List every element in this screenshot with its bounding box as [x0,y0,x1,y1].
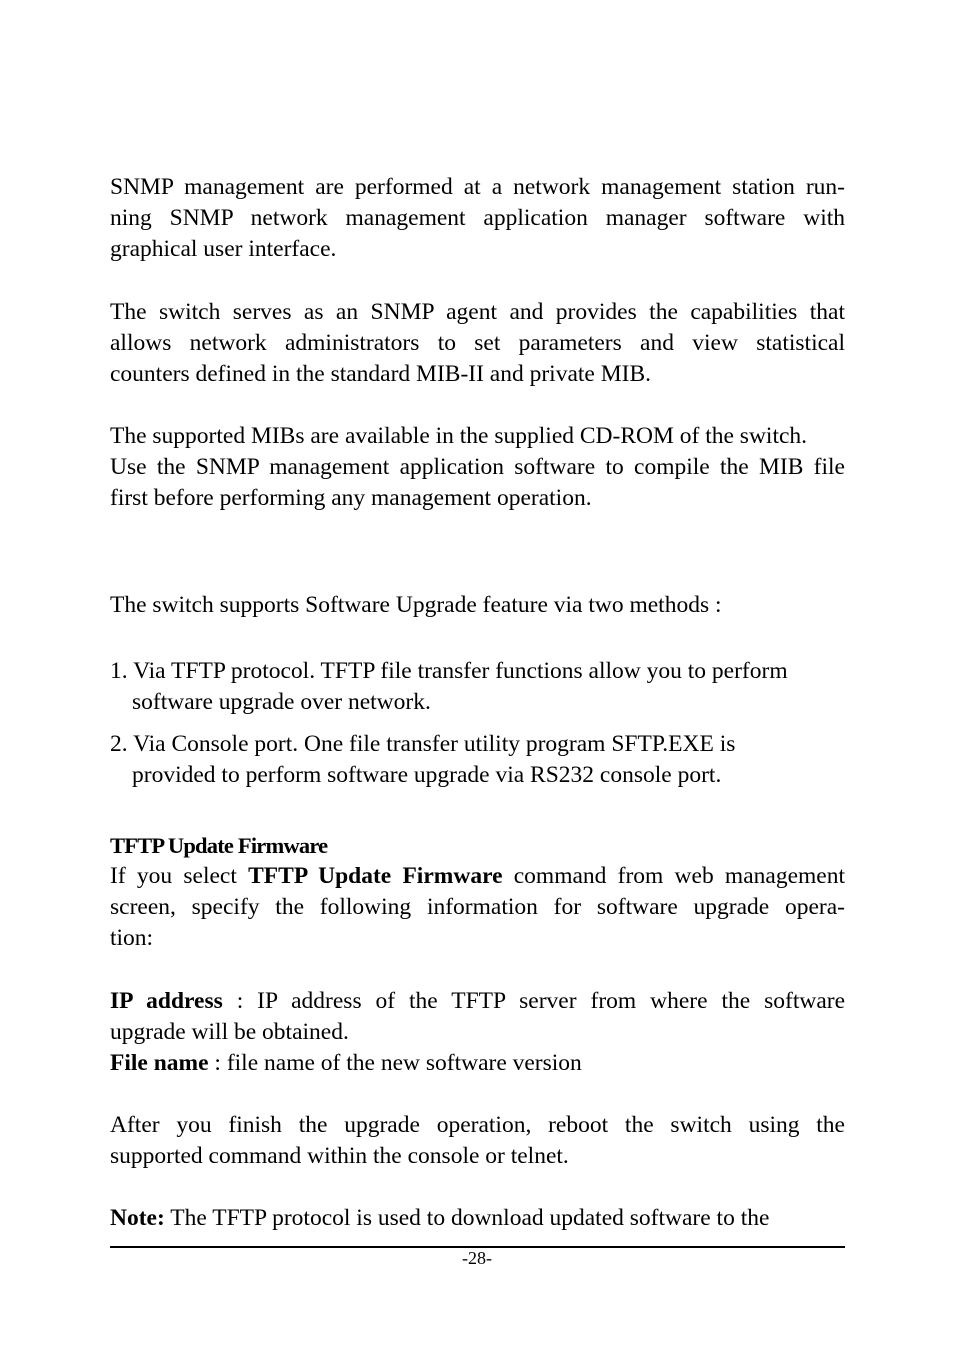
list-item-continuation: software upgrade over network. [132,689,431,715]
command-name: TFTP Update Firmware [248,863,503,889]
definition-ip-address [110,986,845,1017]
section-heading-tftp-update: TFTP Update Firmware [110,833,328,858]
text-line: After you finish the upgrade operation, reboot the switch using the [110,1112,845,1138]
paragraph-upgrade-intro [110,590,845,621]
text-line: allows network administrators to set parameters and view statistical [110,330,845,357]
text-line: The switch supports Software Upgrade feature via two methods : [110,592,722,618]
list-item-first-line: 2. Via Console port. One file transfer utility program SFTP.EXE is [110,731,736,757]
definition-text: : IP address of the TFTP server from where the software [222,988,845,1014]
paragraph-after-upgrade [110,1110,845,1172]
definition-file-name [110,1048,845,1079]
text-line: graphical user interface. [110,236,337,263]
text-line [110,1203,845,1234]
text-line: counters defined in the standard MIB-II and private MIB. [110,361,651,388]
text-line: screen, specify the following information for software upgrade opera- [110,894,845,921]
text-line: ning SNMP network management application manager software with [110,205,845,232]
text-fragment: command from web management [502,863,845,889]
list-item-continuation: provided to perform software upgrade via RS232 console port. [132,762,722,788]
text-line [110,861,845,892]
text-line: first before performing any management operation. [110,485,592,512]
note [110,1203,845,1234]
list-item-console-method [110,729,845,791]
note-label: Note: [110,1205,165,1231]
text-line: tion: [110,925,154,952]
paragraph-mib-support [110,421,845,515]
text-fragment: If you select [110,863,249,889]
text-line: The supported MIBs are available in the supplied CD-ROM of the switch. [110,423,808,449]
text-line: supported command within the console or telnet. [110,1143,569,1170]
note-text: The TFTP protocol is used to download updated software to the [164,1205,770,1231]
text-line: upgrade will be obtained. [110,1019,349,1046]
paragraph-snmp-agent [110,297,845,391]
text-line: SNMP management are performed at a network management station run- [110,174,845,200]
text-line: Use the SNMP management application software to compile the MIB file [110,454,845,481]
definition-term: IP address [110,988,223,1014]
list-item-tftp-method [110,656,845,718]
paragraph-snmp-intro [110,172,845,266]
page-number: -28- [462,1248,492,1268]
definition-term: File name [110,1050,209,1077]
text-line: The switch serves as an SNMP agent and provides the capabilities that [110,299,845,325]
paragraph-tftp-intro [110,861,845,955]
definition-list [110,986,845,1080]
definition-text: : file name of the new software version [208,1050,582,1077]
list-item-first-line: 1. Via TFTP protocol. TFTP file transfer functions allow you to perform [110,658,788,684]
